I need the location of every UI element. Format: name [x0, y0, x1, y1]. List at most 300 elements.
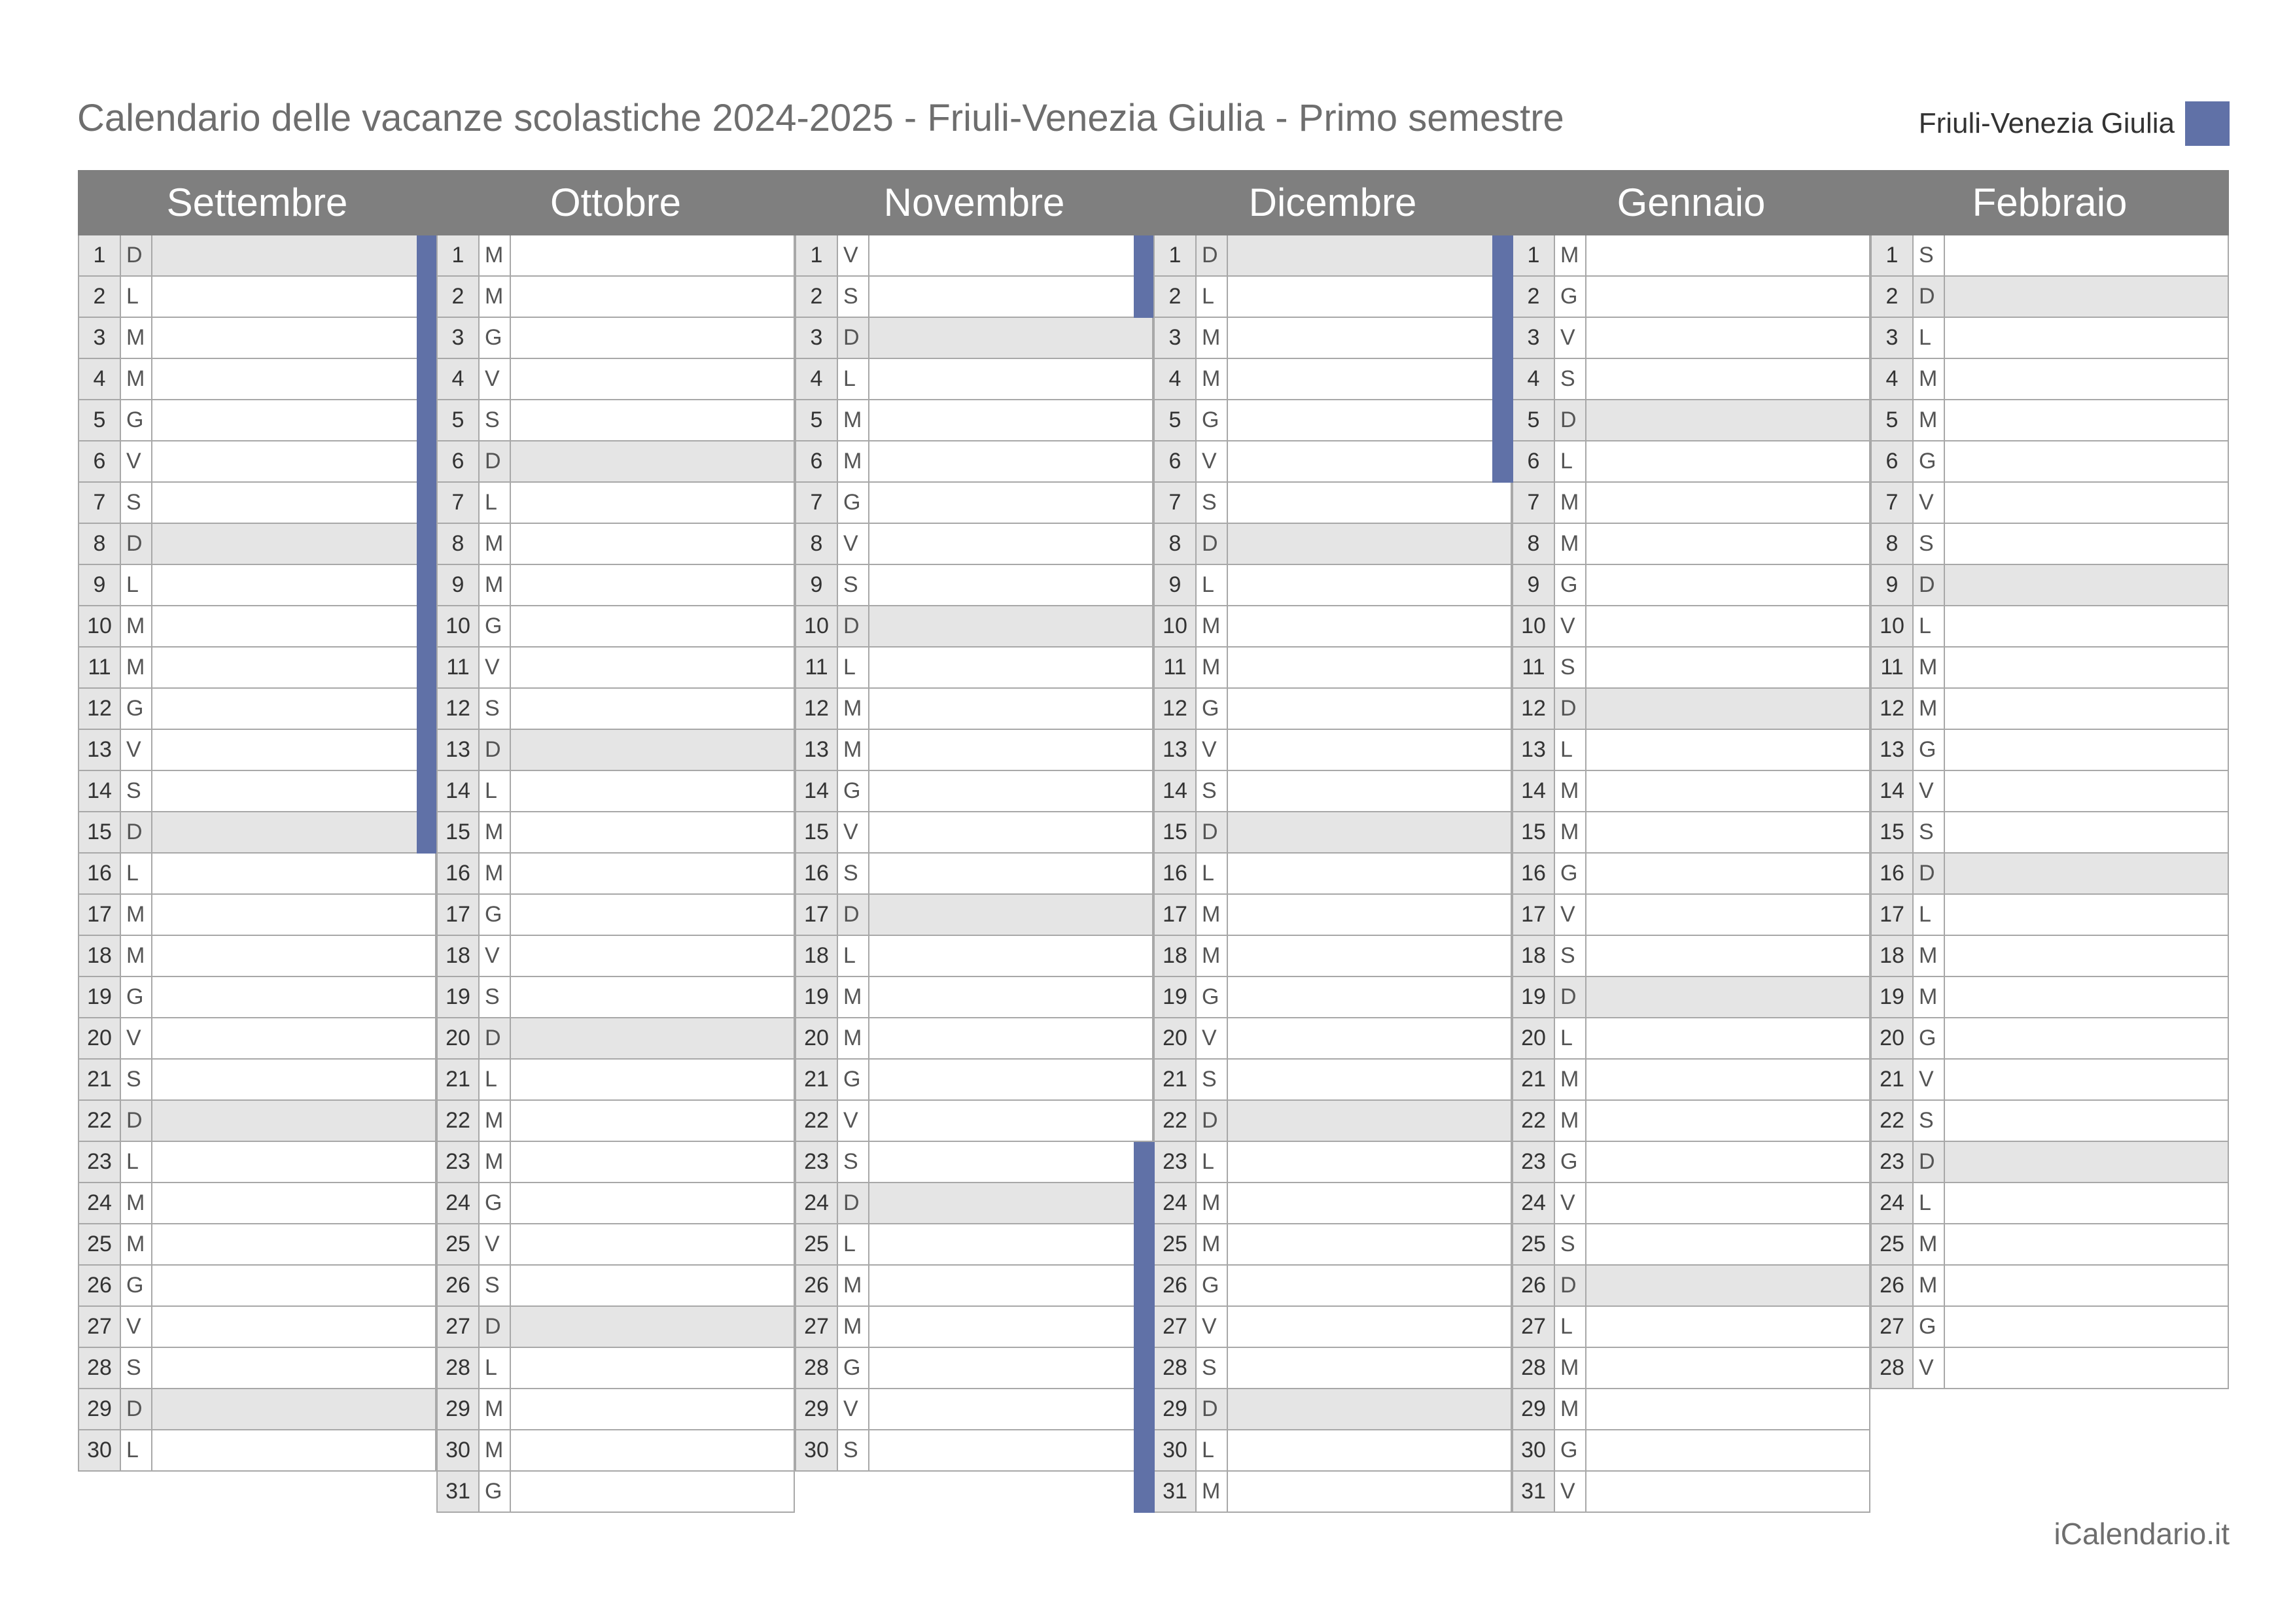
day-number: 28 [1513, 1348, 1555, 1388]
weekday-letter: S [838, 277, 869, 317]
day-row [436, 1430, 795, 1472]
day-number: 16 [79, 854, 121, 893]
weekday-letter: D [480, 441, 511, 481]
day-number: 14 [438, 771, 480, 811]
day-number: 16 [1872, 854, 1914, 893]
holiday-marker [417, 235, 438, 277]
day-row [78, 730, 436, 771]
day-row [1153, 1101, 1512, 1142]
weekday-letter: V [1555, 1183, 1586, 1223]
day-number: 14 [796, 771, 838, 811]
weekday-letter: G [1555, 565, 1586, 605]
day-row [1512, 730, 1870, 771]
day-number: 29 [438, 1389, 480, 1429]
day-row [436, 1018, 795, 1060]
day-row [1153, 1348, 1512, 1389]
day-number: 1 [1155, 235, 1197, 275]
day-row [1512, 318, 1870, 359]
weekday-letter: V [1555, 895, 1586, 935]
weekday-letter: M [480, 235, 511, 275]
day-number: 5 [796, 400, 838, 440]
day-number: 11 [79, 648, 121, 687]
day-number: 4 [1872, 359, 1914, 399]
day-row [436, 277, 795, 318]
day-number: 14 [1872, 771, 1914, 811]
day-row [1512, 235, 1870, 277]
weekday-letter: G [838, 483, 869, 523]
day-number: 6 [79, 441, 121, 481]
weekday-letter: M [480, 1430, 511, 1470]
day-row [436, 895, 795, 936]
day-number: 6 [1155, 441, 1197, 481]
day-row [1153, 1307, 1512, 1348]
weekday-letter: M [480, 1142, 511, 1182]
day-number: 28 [1872, 1348, 1914, 1388]
day-number: 16 [1155, 854, 1197, 893]
day-number: 18 [79, 936, 121, 976]
day-row [436, 689, 795, 730]
day-number: 28 [796, 1348, 838, 1388]
weekday-letter: L [1914, 1183, 1945, 1223]
day-number: 23 [1872, 1142, 1914, 1182]
day-row [1870, 606, 2229, 648]
day-row [795, 400, 1153, 441]
holiday-marker [1492, 400, 1513, 441]
holiday-marker [417, 277, 438, 318]
day-number: 21 [796, 1060, 838, 1099]
day-number: 10 [438, 606, 480, 646]
holiday-marker [1134, 1307, 1155, 1348]
day-number: 18 [1155, 936, 1197, 976]
day-row [1870, 895, 2229, 936]
weekday-letter: M [1555, 1101, 1586, 1141]
day-number: 7 [796, 483, 838, 523]
holiday-marker [1134, 1142, 1155, 1183]
day-row [436, 359, 795, 400]
day-row [1512, 812, 1870, 854]
day-number: 2 [1513, 277, 1555, 317]
day-row [1512, 1142, 1870, 1183]
day-row [78, 977, 436, 1018]
day-number: 20 [1513, 1018, 1555, 1058]
day-row [1870, 565, 2229, 606]
day-row [795, 1018, 1153, 1060]
weekday-letter: V [1555, 318, 1586, 358]
day-row [795, 977, 1153, 1018]
weekday-letter: D [838, 318, 869, 358]
day-number: 11 [1513, 648, 1555, 687]
day-number: 25 [438, 1224, 480, 1264]
day-number: 29 [1513, 1389, 1555, 1429]
month-header: Febbraio [1870, 170, 2229, 235]
day-number: 7 [1155, 483, 1197, 523]
day-number: 13 [438, 730, 480, 770]
weekday-letter: S [121, 771, 152, 811]
weekday-letter: S [480, 400, 511, 440]
weekday-letter: L [1555, 730, 1586, 770]
day-number: 26 [1872, 1266, 1914, 1305]
weekday-letter: M [1914, 977, 1945, 1017]
weekday-letter: M [1197, 936, 1228, 976]
day-number: 20 [1872, 1018, 1914, 1058]
weekday-letter: M [1197, 1183, 1228, 1223]
day-number: 24 [438, 1183, 480, 1223]
weekday-letter: M [1914, 689, 1945, 729]
weekday-letter: D [1555, 977, 1586, 1017]
weekday-letter: S [121, 1348, 152, 1388]
day-number: 5 [438, 400, 480, 440]
weekday-letter: D [1197, 1101, 1228, 1141]
day-row [795, 1060, 1153, 1101]
day-number: 20 [796, 1018, 838, 1058]
weekday-letter: S [838, 1430, 869, 1470]
day-row [1870, 1018, 2229, 1060]
weekday-letter: V [1555, 606, 1586, 646]
day-number: 30 [796, 1430, 838, 1470]
weekday-letter: D [121, 235, 152, 275]
weekday-letter: D [1555, 1266, 1586, 1305]
day-row [78, 648, 436, 689]
day-row [78, 524, 436, 565]
day-row [1153, 895, 1512, 936]
weekday-letter: V [1197, 441, 1228, 481]
weekday-letter: M [838, 400, 869, 440]
day-number: 11 [796, 648, 838, 687]
day-number: 16 [438, 854, 480, 893]
weekday-letter: L [1555, 1018, 1586, 1058]
day-row [78, 400, 436, 441]
weekday-letter: D [1914, 277, 1945, 317]
weekday-letter: S [838, 854, 869, 893]
day-number: 23 [438, 1142, 480, 1182]
weekday-letter: V [1914, 1060, 1945, 1099]
day-number: 1 [438, 235, 480, 275]
day-row [1512, 1307, 1870, 1348]
day-row [78, 441, 436, 483]
day-number: 8 [1513, 524, 1555, 564]
day-number: 18 [438, 936, 480, 976]
weekday-letter: V [838, 812, 869, 852]
weekday-letter: G [1197, 1266, 1228, 1305]
day-row [78, 895, 436, 936]
day-number: 9 [1872, 565, 1914, 605]
day-number: 20 [79, 1018, 121, 1058]
weekday-letter: L [1197, 1142, 1228, 1182]
weekday-letter: M [1555, 524, 1586, 564]
day-row [78, 1101, 436, 1142]
holiday-marker [1134, 1430, 1155, 1472]
day-row [1512, 1472, 1870, 1513]
weekday-letter: M [480, 524, 511, 564]
weekday-letter: V [838, 235, 869, 275]
weekday-letter: M [838, 689, 869, 729]
day-number: 3 [796, 318, 838, 358]
day-row [1870, 524, 2229, 565]
holiday-marker [417, 812, 438, 854]
day-row [1153, 277, 1512, 318]
day-row [78, 606, 436, 648]
day-number: 2 [1155, 277, 1197, 317]
weekday-letter: G [838, 1348, 869, 1388]
day-number: 25 [1155, 1224, 1197, 1264]
weekday-letter: G [838, 771, 869, 811]
holiday-marker [417, 359, 438, 400]
weekday-letter: S [1555, 1224, 1586, 1264]
weekday-letter: S [1197, 1348, 1228, 1388]
day-row [1153, 1183, 1512, 1224]
day-number: 31 [1155, 1472, 1197, 1512]
weekday-letter: S [480, 977, 511, 1017]
day-number: 4 [796, 359, 838, 399]
day-number: 19 [1155, 977, 1197, 1017]
weekday-letter: V [480, 359, 511, 399]
day-row [1153, 977, 1512, 1018]
day-number: 2 [1872, 277, 1914, 317]
day-number: 19 [1872, 977, 1914, 1017]
day-row [795, 1101, 1153, 1142]
day-number: 4 [79, 359, 121, 399]
day-row [436, 1472, 795, 1513]
day-row [1870, 648, 2229, 689]
day-number: 20 [438, 1018, 480, 1058]
weekday-letter: V [1197, 1018, 1228, 1058]
day-row [1870, 483, 2229, 524]
weekday-letter: M [1197, 359, 1228, 399]
day-row [436, 400, 795, 441]
day-row [1870, 854, 2229, 895]
day-row [1870, 359, 2229, 400]
weekday-letter: S [1555, 936, 1586, 976]
day-number: 22 [438, 1101, 480, 1141]
weekday-letter: M [121, 606, 152, 646]
day-row [1153, 812, 1512, 854]
weekday-letter: M [1197, 318, 1228, 358]
day-number: 25 [1513, 1224, 1555, 1264]
holiday-marker [417, 606, 438, 648]
day-row [1512, 1389, 1870, 1430]
day-row [1512, 1060, 1870, 1101]
day-row [795, 1142, 1153, 1183]
day-number: 28 [438, 1348, 480, 1388]
weekday-letter: L [1197, 1430, 1228, 1470]
weekday-letter: M [1555, 771, 1586, 811]
day-number: 3 [1872, 318, 1914, 358]
day-number: 24 [796, 1183, 838, 1223]
day-number: 22 [796, 1101, 838, 1141]
day-row [436, 1266, 795, 1307]
weekday-letter: M [480, 277, 511, 317]
weekday-letter: M [121, 648, 152, 687]
weekday-letter: L [1555, 1307, 1586, 1347]
day-number: 17 [79, 895, 121, 935]
day-row [795, 1266, 1153, 1307]
day-row [795, 359, 1153, 400]
day-number: 2 [438, 277, 480, 317]
day-row [1153, 1389, 1512, 1430]
day-row [1512, 648, 1870, 689]
day-row [1870, 689, 2229, 730]
day-number: 15 [79, 812, 121, 852]
day-row [1870, 235, 2229, 277]
day-number: 30 [79, 1430, 121, 1470]
day-row [1153, 400, 1512, 441]
weekday-letter: D [1197, 1389, 1228, 1429]
weekday-letter: L [121, 1142, 152, 1182]
weekday-letter: G [480, 1472, 511, 1512]
weekday-letter: G [1555, 1430, 1586, 1470]
day-row [1870, 277, 2229, 318]
day-row [1512, 606, 1870, 648]
day-row [795, 235, 1153, 277]
weekday-letter: M [838, 977, 869, 1017]
day-row [1153, 1142, 1512, 1183]
day-number: 27 [1872, 1307, 1914, 1347]
day-number: 15 [1155, 812, 1197, 852]
day-number: 7 [438, 483, 480, 523]
day-row [436, 1389, 795, 1430]
holiday-marker [1492, 359, 1513, 400]
day-row [1870, 812, 2229, 854]
day-row [78, 1224, 436, 1266]
day-row [1870, 318, 2229, 359]
day-number: 11 [1155, 648, 1197, 687]
day-row [436, 1224, 795, 1266]
day-number: 26 [438, 1266, 480, 1305]
day-row [78, 1183, 436, 1224]
day-number: 7 [1872, 483, 1914, 523]
weekday-letter: D [121, 1101, 152, 1141]
day-row [78, 1018, 436, 1060]
weekday-letter: S [480, 689, 511, 729]
weekday-letter: M [121, 895, 152, 935]
weekday-letter: L [121, 277, 152, 317]
day-number: 1 [796, 235, 838, 275]
weekday-letter: L [838, 648, 869, 687]
holiday-marker [417, 771, 438, 812]
day-number: 15 [1872, 812, 1914, 852]
day-row [1870, 400, 2229, 441]
weekday-letter: D [121, 1389, 152, 1429]
holiday-marker [417, 689, 438, 730]
month-column [1153, 170, 1512, 1504]
month-header: Dicembre [1153, 170, 1512, 235]
day-row [1153, 524, 1512, 565]
day-number: 2 [79, 277, 121, 317]
day-number: 17 [1155, 895, 1197, 935]
weekday-letter: S [1555, 359, 1586, 399]
day-row [78, 812, 436, 854]
weekday-letter: G [480, 606, 511, 646]
weekday-letter: G [480, 1183, 511, 1223]
weekday-letter: M [1197, 648, 1228, 687]
day-row [1870, 1101, 2229, 1142]
weekday-letter: G [1555, 277, 1586, 317]
weekday-letter: M [1555, 1060, 1586, 1099]
day-number: 3 [438, 318, 480, 358]
day-row [436, 1101, 795, 1142]
weekday-letter: V [121, 730, 152, 770]
day-number: 30 [1155, 1430, 1197, 1470]
day-row [1153, 1018, 1512, 1060]
day-row [436, 1060, 795, 1101]
weekday-letter: G [121, 1266, 152, 1305]
holiday-marker [1492, 235, 1513, 277]
day-row [78, 854, 436, 895]
holiday-marker [417, 524, 438, 565]
day-row [1153, 1224, 1512, 1266]
day-row [78, 277, 436, 318]
day-number: 26 [1513, 1266, 1555, 1305]
day-row [1870, 1224, 2229, 1266]
weekday-letter: G [1555, 854, 1586, 893]
day-number: 8 [79, 524, 121, 564]
day-number: 28 [79, 1348, 121, 1388]
day-row [436, 854, 795, 895]
day-number: 16 [1513, 854, 1555, 893]
day-number: 18 [796, 936, 838, 976]
weekday-letter: M [1197, 1472, 1228, 1512]
day-row [1512, 1101, 1870, 1142]
weekday-letter: G [480, 895, 511, 935]
weekday-letter: G [1914, 441, 1945, 481]
day-row [795, 812, 1153, 854]
day-row [436, 977, 795, 1018]
day-row [1153, 359, 1512, 400]
day-row [1512, 483, 1870, 524]
weekday-letter: M [1914, 400, 1945, 440]
weekday-letter: V [121, 1307, 152, 1347]
day-number: 13 [1155, 730, 1197, 770]
day-row [795, 854, 1153, 895]
weekday-letter: D [480, 1307, 511, 1347]
day-row [1870, 1183, 2229, 1224]
day-number: 23 [79, 1142, 121, 1182]
day-row [795, 730, 1153, 771]
day-row [1870, 1307, 2229, 1348]
holiday-marker [1492, 277, 1513, 318]
day-row [78, 565, 436, 606]
weekday-letter: G [1914, 1018, 1945, 1058]
day-row [1512, 524, 1870, 565]
day-number: 12 [79, 689, 121, 729]
day-number: 5 [79, 400, 121, 440]
weekday-letter: M [121, 1224, 152, 1264]
day-row [1512, 1224, 1870, 1266]
weekday-letter: L [1197, 565, 1228, 605]
day-row [1153, 1430, 1512, 1472]
day-number: 7 [1513, 483, 1555, 523]
weekday-letter: M [1914, 1224, 1945, 1264]
weekday-letter: L [1197, 277, 1228, 317]
day-row [436, 1307, 795, 1348]
day-number: 19 [796, 977, 838, 1017]
weekday-letter: G [1197, 977, 1228, 1017]
day-number: 31 [1513, 1472, 1555, 1512]
day-number: 21 [79, 1060, 121, 1099]
day-number: 27 [1155, 1307, 1197, 1347]
month-column [436, 170, 795, 1504]
holiday-marker [417, 318, 438, 359]
day-number: 27 [438, 1307, 480, 1347]
day-number: 19 [438, 977, 480, 1017]
weekday-letter: S [121, 1060, 152, 1099]
day-number: 26 [79, 1266, 121, 1305]
weekday-letter: M [838, 1266, 869, 1305]
day-row [436, 812, 795, 854]
weekday-letter: L [838, 1224, 869, 1264]
day-number: 3 [1155, 318, 1197, 358]
month-column [1870, 170, 2229, 1380]
